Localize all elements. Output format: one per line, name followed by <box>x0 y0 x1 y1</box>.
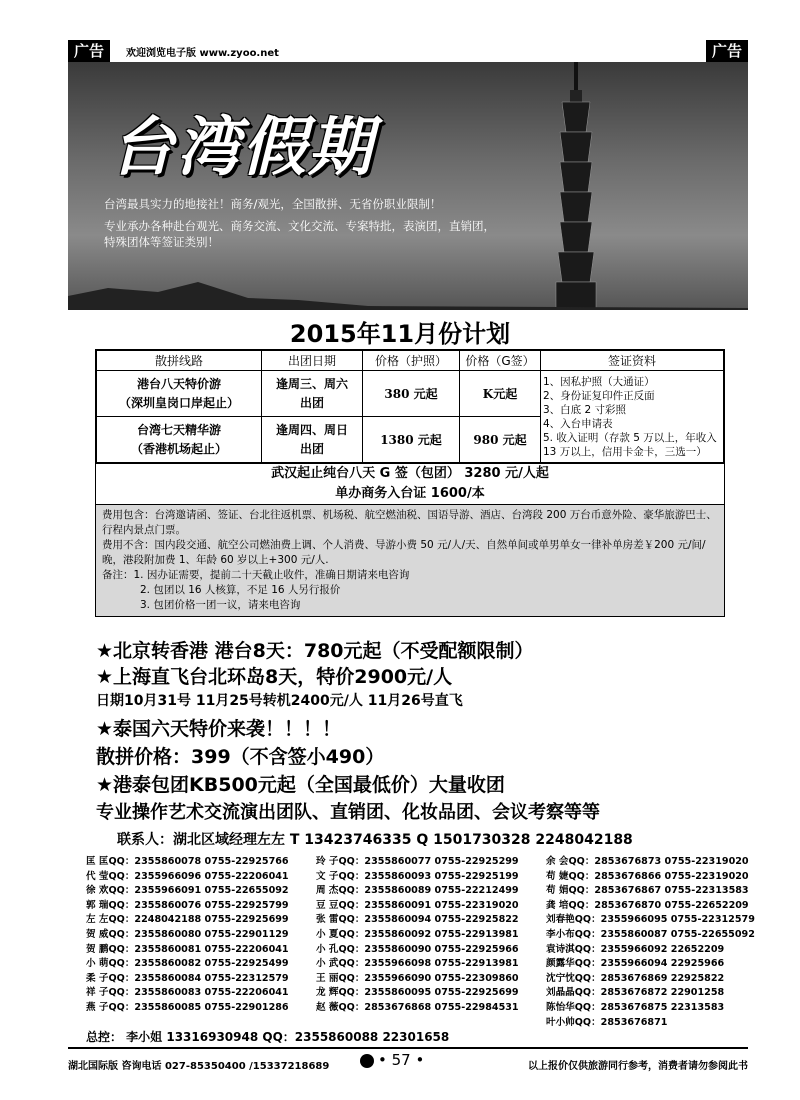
banner-line-1: 台湾最具实力的地接社！商务/观光，全国散拼、无省份职业限制！ <box>104 197 442 211</box>
agent-entry: 苟 娟QQ：2853676867 0755-22313583 <box>546 885 749 897</box>
promo-dates: 日期10月31号 11月25号转机2400元/人 11月26号直飞 <box>96 693 463 709</box>
agent-entry: 贺 鹏QQ：2355860081 0755-22206041 <box>86 943 289 955</box>
agent-entry: 余 会QQ：2853676873 0755-22319020 <box>546 856 749 867</box>
agent-entry: 颜露华QQ：2355966094 22925966 <box>546 958 725 970</box>
promo-hk-thai: ★港泰包团KB500元起（全国最低价）大量收团 <box>96 774 505 796</box>
agent-entry: 小 夏QQ：2355860092 0755-22913981 <box>316 928 519 940</box>
remark <box>102 568 718 583</box>
visa-item: 3、白底 2 寸彩照 <box>543 403 627 416</box>
agent-entry: 龙 辉QQ：2355860095 0755-22925699 <box>316 987 519 999</box>
contact-line: 联系人：湖北区域经理左左 T 13423746335 Q 1501730328 2248042188 <box>117 832 633 848</box>
price-table <box>96 350 724 463</box>
fee-exclude <box>102 538 718 568</box>
agent-entry: 小 萌QQ：2355860082 0755-22925499 <box>86 958 289 970</box>
fee-exclude-label: 费用不含： <box>102 539 155 551</box>
agent-entry: 叶小帅QQ：2853676871 <box>546 1016 668 1028</box>
agent-entry: 袁诗淇QQ：2355966092 22652209 <box>546 943 725 955</box>
agent-entry: 王 丽QQ：2355966090 0755-22309860 <box>316 972 519 984</box>
route-name: 港台八天特价游 <box>136 376 221 391</box>
agent-column-2 <box>316 855 519 1016</box>
agent-entry: 文 子QQ：2355860093 0755-22925199 <box>316 870 519 882</box>
footer-rule <box>68 1047 748 1049</box>
remark-label: 备注： <box>102 569 134 581</box>
visa-item: 1、因私护照（大通证） <box>543 375 655 388</box>
col-header-route: 散拼线路 <box>97 351 262 371</box>
top-bar <box>68 40 748 62</box>
wuhan-line-1: 武汉起止纯台八天 G 签（包团） 3280 元/人起 <box>271 466 549 481</box>
agent-column-1 <box>86 855 289 1016</box>
agent-entry: 周 杰QQ：2355860089 0755-22212499 <box>316 885 519 897</box>
route-origin: （香港机场起止） <box>130 441 227 456</box>
fee-include-text: 台湾邀请函、签证、台北往返机票、机场税、航空燃油税、国语导游、酒店、台湾段 200 万台币意外险、豪华旅游巴士、行程内景点门票。 <box>102 509 717 536</box>
agent-entry: 燕 子QQ：2355860085 0755-22901286 <box>86 1001 289 1013</box>
agent-entry: 祥 子QQ：2355860083 0755-22206041 <box>86 987 289 999</box>
wuhan-line-2: 单办商务入台证 1600/本 <box>335 486 485 501</box>
agent-entry: 小 孔QQ：2355860090 0755-22925966 <box>316 943 519 955</box>
fee-exclude-text: 国内段交通、航空公司燃油费上调、个人消费、导游小费 50 元/人/天、自然单间或单男单女一律补单房差￥200 元/间/晚，港段附加费 1、年龄 60 岁以上+300 元/人. <box>102 539 706 566</box>
footer-hotline: 湖北国际版 咨询电话 027-85350400 /15337218689 <box>68 1061 330 1072</box>
agent-entry: 代 莹QQ：2355966096 0755-22206041 <box>86 870 289 882</box>
price-g-cell: 980 元起 <box>460 417 541 463</box>
page-number: • 57 • <box>360 1051 424 1069</box>
promo-services: 专业操作艺术交流演出团队、直销团、化妆品团、会议考察等等 <box>96 802 600 823</box>
agent-entry: 匡 匡QQ：2355860078 0755-22925766 <box>86 856 289 867</box>
agent-entry: 沈宁忱QQ：2853676869 22925822 <box>546 972 725 984</box>
promo-thailand: ★泰国六天特价来袭！！！！ <box>96 718 342 740</box>
agent-entry: 苟 婕QQ：2853676866 0755-22319020 <box>546 870 749 882</box>
price-g-cell: K元起 <box>460 371 541 417</box>
agent-entry: 刘春艳QQ：2355966095 0755-22312579 <box>546 914 755 926</box>
col-header-price-g: 价格（G签） <box>460 351 541 371</box>
route-cell <box>97 417 262 463</box>
ad-label-right: 广告 <box>706 40 748 62</box>
banner-line-2: 专业承办各种赴台观光、商务交流、文化交流、专案特批，表演团，直销团， <box>104 219 495 233</box>
price-passport-cell: 1380 元起 <box>363 417 460 463</box>
publisher-logo-icon <box>360 1054 374 1068</box>
col-header-visa: 签证资料 <box>541 351 724 371</box>
route-cell <box>97 371 262 417</box>
plan-box <box>95 349 725 617</box>
date-cell <box>262 417 363 463</box>
total-contact: 总控： 李小姐 13316930948 QQ：2355860088 22301658 <box>86 1030 450 1044</box>
promo-beijing: ★北京转香港 港台8天：780元起（不受配额限制） <box>96 640 534 662</box>
mountain-silhouette <box>68 270 748 310</box>
date-days: 逢周三、周六 <box>275 376 348 391</box>
visa-item: 2、身份证复印件正反面 <box>543 389 655 402</box>
site-text: 欢迎浏览电子版 www.zyoo.net <box>126 48 279 59</box>
route-origin: （深圳皇岗口岸起止） <box>118 395 239 410</box>
plan-title: 2015年11月份计划 <box>289 320 511 348</box>
col-header-date: 出团日期 <box>262 351 363 371</box>
remark-2: 2. 包团以 16 人核算，不足 16 人另行报价 <box>140 584 341 596</box>
agent-entry: 柔 子QQ：2355860084 0755-22312579 <box>86 972 289 984</box>
notes-section <box>96 504 724 616</box>
remark-3: 3. 包团价格一团一议，请来电咨询 <box>140 599 301 611</box>
agent-entry: 郭 瑞QQ：2355860076 0755-22925799 <box>86 899 289 911</box>
banner-line-3: 特殊团体等签证类别！ <box>104 235 219 249</box>
footer-disclaimer: 以上报价仅供旅游同行参考，消费者请勿参阅此书 <box>528 1061 748 1072</box>
agent-column-3 <box>546 855 755 1030</box>
agent-entry: 龚 培QQ：2853676870 0755-22652209 <box>546 899 749 911</box>
fee-include-label: 费用包含： <box>102 509 155 521</box>
agent-entry: 赵 薇QQ：2853676868 0755-22984531 <box>316 1001 519 1013</box>
agent-entry: 张 雷QQ：2355860094 0755-22925822 <box>316 914 519 926</box>
date-cell <box>262 371 363 417</box>
ad-label-left: 广告 <box>68 40 110 62</box>
visa-item: 4、入台申请表 <box>543 417 613 430</box>
remark-1: 1. 因办证需要，提前二十天截止收件，准确日期请来电咨询 <box>133 569 410 581</box>
agent-entry: 玲 子QQ：2355860077 0755-22925299 <box>316 856 519 867</box>
col-header-price-passport: 价格（护照） <box>363 351 460 371</box>
banner-title: 台湾假期 <box>110 111 374 185</box>
agent-entry: 小 武QQ：2355966098 0755-22913981 <box>316 958 519 970</box>
visa-item: 13 万以上，信用卡金卡，三选一） <box>543 445 707 458</box>
visa-requirements <box>541 371 724 463</box>
fee-include <box>102 508 718 538</box>
agent-entry: 陈怡华QQ：2853676875 22313583 <box>546 1001 725 1013</box>
page-number-text: 57 <box>391 1051 411 1069</box>
date-suffix: 出团 <box>299 441 324 456</box>
agent-entry: 李小布QQ：2355860087 0755-22655092 <box>546 928 755 940</box>
promo-price: 散拼价格：399（不含签小490） <box>96 746 385 768</box>
promo-shanghai: ★上海直飞台北环岛8天，特价2900元/人 <box>96 666 453 688</box>
route-name: 台湾七天精华游 <box>136 422 221 437</box>
agent-entry: 徐 欢QQ：2355966091 0755-22655092 <box>86 885 289 897</box>
price-passport-cell: 380 元起 <box>363 371 460 417</box>
agent-entry: 贺 威QQ：2355860080 0755-22901129 <box>86 928 289 940</box>
visa-item: 5. 收入证明（存款 5 万以上，年收入 <box>543 431 717 444</box>
date-days: 逢周四、周日 <box>275 422 348 437</box>
wuhan-offer <box>96 463 724 504</box>
agent-entry: 豆 豆QQ：2355860091 0755-22319020 <box>316 899 519 911</box>
agent-entry: 左 左QQ：2248042188 0755-22925699 <box>86 914 289 926</box>
agent-entry: 刘晶晶QQ：2853676872 22901258 <box>546 987 725 999</box>
banner <box>68 62 748 310</box>
date-suffix: 出团 <box>299 395 324 410</box>
